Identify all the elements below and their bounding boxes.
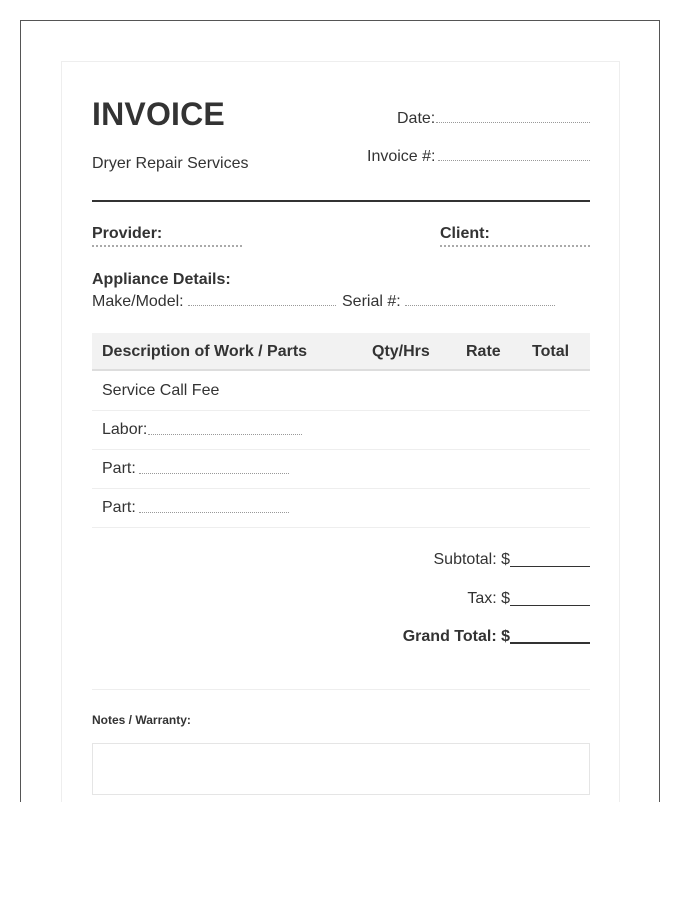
invoice-number-label: Invoice #: bbox=[367, 148, 436, 165]
table-row bbox=[92, 372, 590, 411]
date-field[interactable] bbox=[436, 122, 590, 123]
invoice-title: INVOICE bbox=[92, 96, 225, 132]
appliance-details-heading: Appliance Details: bbox=[92, 271, 231, 288]
part-field[interactable] bbox=[139, 473, 289, 474]
provider-label: Provider: bbox=[92, 225, 163, 242]
subtotal-label: Subtotal: $ bbox=[433, 551, 510, 568]
notes-divider bbox=[92, 689, 590, 690]
row-description: Service Call Fee bbox=[102, 382, 220, 399]
client-label: Client: bbox=[440, 225, 490, 242]
table-row bbox=[92, 411, 590, 450]
grand-total-label: Grand Total: $ bbox=[402, 628, 510, 645]
serial-field[interactable] bbox=[405, 305, 555, 306]
row-description: Labor: bbox=[102, 421, 148, 438]
notes-label: Notes / Warranty: bbox=[92, 713, 191, 727]
grand-total-field[interactable] bbox=[510, 642, 590, 644]
date-label: Date: bbox=[397, 110, 436, 127]
labor-field[interactable] bbox=[148, 434, 302, 435]
serial-label: Serial #: bbox=[342, 293, 401, 310]
invoice-subtitle: Dryer Repair Services bbox=[92, 155, 249, 172]
row-description: Part: bbox=[102, 460, 136, 477]
column-header-total: Total bbox=[532, 343, 570, 360]
tax-field[interactable] bbox=[510, 605, 590, 606]
tax-label: Tax: $ bbox=[467, 590, 510, 607]
subtotal-field[interactable] bbox=[510, 566, 590, 567]
make-model-field[interactable] bbox=[188, 305, 336, 306]
notes-textarea[interactable] bbox=[92, 743, 590, 795]
make-model-label: Make/Model: bbox=[92, 293, 184, 310]
column-header-qty: Qty/Hrs bbox=[372, 343, 430, 360]
table-header bbox=[92, 333, 590, 371]
client-field[interactable] bbox=[440, 245, 590, 247]
table-row bbox=[92, 450, 590, 489]
column-header-rate: Rate bbox=[466, 343, 501, 360]
column-header-description: Description of Work / Parts bbox=[102, 343, 308, 360]
row-description: Part: bbox=[102, 499, 136, 516]
part-field[interactable] bbox=[139, 512, 289, 513]
provider-field[interactable] bbox=[92, 245, 242, 247]
invoice-number-field[interactable] bbox=[438, 160, 590, 161]
table-row bbox=[92, 489, 590, 528]
header-divider bbox=[92, 200, 590, 202]
